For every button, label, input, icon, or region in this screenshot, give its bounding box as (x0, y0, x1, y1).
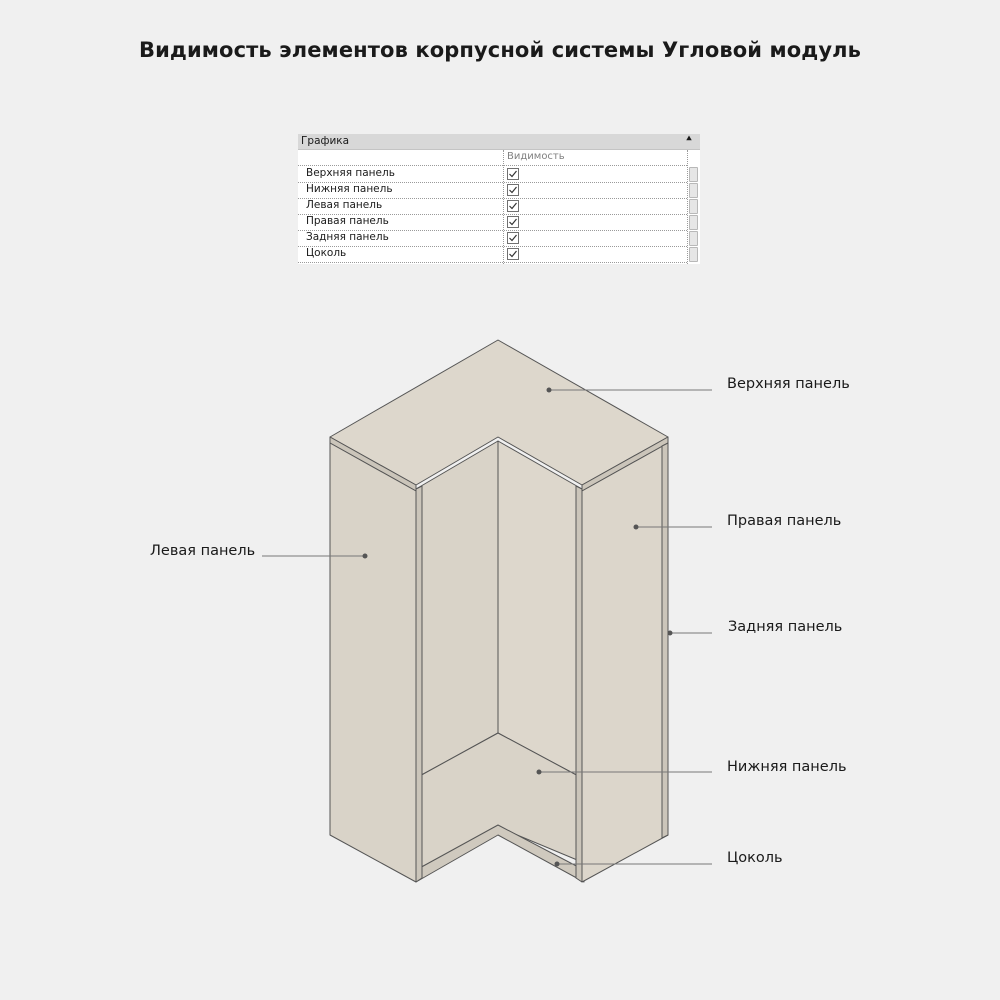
property-label: Левая панель (306, 199, 383, 211)
property-label: Нижняя панель (306, 183, 393, 195)
callout-top-panel: Верхняя панель (727, 376, 850, 392)
property-label: Правая панель (306, 215, 389, 227)
anchor-dot (634, 525, 639, 530)
anchor-dot (363, 554, 368, 559)
callout-back-panel: Задняя панель (728, 619, 843, 635)
back-panel-right (498, 441, 582, 778)
property-label: Верхняя панель (306, 167, 395, 179)
left-panel (330, 443, 416, 882)
callout-right-panel: Правая панель (727, 513, 842, 529)
property-label: Задняя панель (306, 231, 389, 243)
callout-plinth: Цоколь (727, 850, 783, 866)
page-title: Видимость элементов корпусной системы Угловой модуль (138, 38, 861, 62)
anchor-dot (668, 631, 673, 636)
anchor-dot (547, 388, 552, 393)
left-panel-edge (416, 486, 422, 882)
callout-left-panel: Левая панель (150, 543, 256, 559)
back-panel-left (416, 441, 498, 778)
right-panel (582, 443, 668, 882)
collapse-icon[interactable]: ⯅ (685, 134, 693, 145)
right-panel-edge (576, 486, 582, 882)
back-panel-edge (662, 443, 668, 838)
anchor-dot (537, 770, 542, 775)
callout-bottom-panel: Нижняя панель (727, 759, 847, 775)
visibility-column-header: Видимость (507, 151, 565, 162)
property-label: Цоколь (306, 247, 347, 259)
graphics-section-label: Графика (301, 135, 350, 147)
anchor-dot (555, 862, 560, 867)
